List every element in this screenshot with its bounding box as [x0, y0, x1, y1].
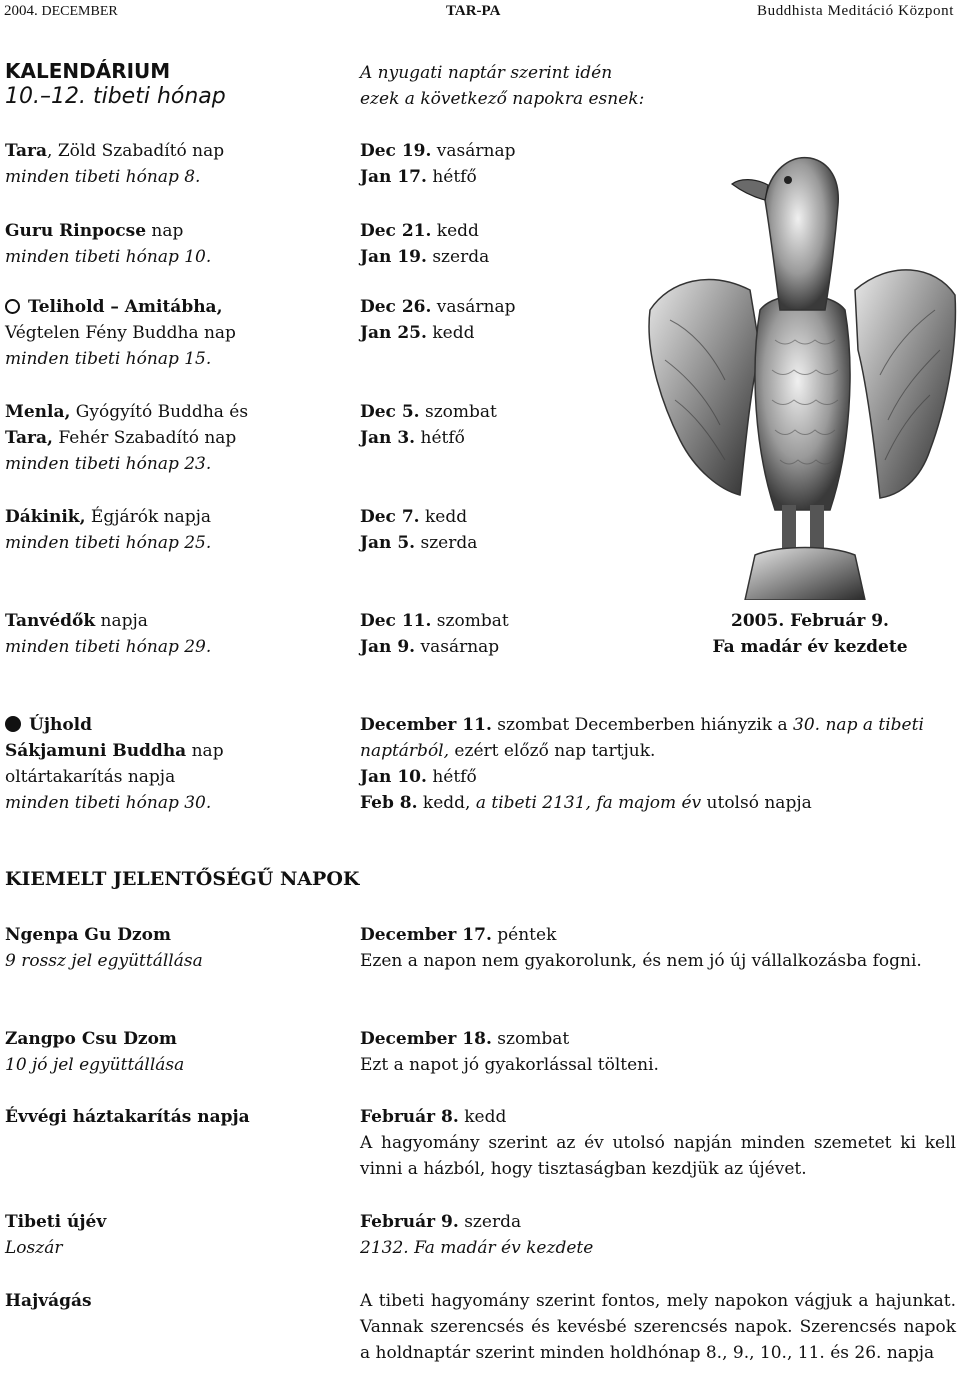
guru-desc: nap [146, 221, 184, 241]
tara-white-desc: Fehér Szabadító nap [52, 428, 237, 448]
date-dec26-day: Dec 26. [360, 297, 432, 317]
date-jan9-day: Jan 9. [360, 637, 416, 657]
date-feb8-day: Feb 8. [360, 793, 418, 813]
date-dec21-day: Dec 21. [360, 221, 432, 241]
sakjamuni-name: Sákjamuni Buddha [5, 741, 187, 761]
date-jan19-weekday: szerda [426, 247, 490, 267]
date-dec5 [360, 399, 497, 425]
evvegi-date [360, 1104, 506, 1130]
zangpo-sub: 10 jó jel együttállása [5, 1055, 185, 1075]
date-december11 [360, 712, 924, 738]
menla-desc: Gyógyító Buddha és [70, 402, 249, 422]
guru-date: minden tibeti hónap 10. [5, 247, 212, 267]
ujev-sub: Loszár [5, 1238, 63, 1258]
hajvagas-text: A tibeti hagyomány szerint fontos, mely napokon vágjuk a hajunkat. Vannak szerencsés és kevésbé szerencsés napok. Szerencsés napok a holdnaptár szerint minden holdhónap 8., 9., 10., 11. és 26. napja [360, 1291, 956, 1363]
zangpo-text: Ezt a napot jó gyakorlással tölteni. [360, 1055, 659, 1075]
section-heading: KIEMELT JELENTŐSÉGŰ NAPOK [5, 868, 360, 890]
ujev-date-weekday: szerda [458, 1212, 522, 1232]
zangpo-date [360, 1026, 569, 1052]
ujhold [5, 712, 92, 738]
evvegi-name: Évvégi háztakarítás napja [5, 1107, 250, 1127]
newyear-title: Fa madár év kezdete [712, 637, 908, 657]
date-dec11 [360, 608, 509, 634]
date-jan10 [360, 764, 477, 790]
evvegi-text: A hagyomány szerint az év utolsó napján minden szemetet ki kell vinni a házból, hogy tisztaságban kezdjük az újévet. [360, 1133, 956, 1179]
new-moon-icon [5, 716, 21, 732]
intro-line2: ezek a következő napokra esnek: [360, 89, 645, 109]
menla [5, 399, 248, 425]
date-dec5-weekday: szombat [419, 402, 497, 422]
date-jan9 [360, 634, 499, 660]
guru-name: Guru Rinpocse [5, 221, 147, 241]
zangpo-date-weekday: szombat [491, 1029, 570, 1049]
ujev-name: Tibeti újév [5, 1212, 107, 1232]
date-dec19-day: Dec 19. [360, 141, 432, 161]
sakjamuni-desc: nap [186, 741, 224, 761]
date-jan3 [360, 425, 465, 451]
header-year: 2004. [4, 3, 38, 19]
date-dec7 [360, 504, 467, 530]
ngenpa-date-weekday: péntek [491, 925, 557, 945]
telihold [5, 294, 223, 320]
date-dec26 [360, 294, 516, 320]
full-moon-icon [5, 299, 20, 314]
header-center: TAR-PA [446, 3, 501, 19]
header-right: Buddhista Meditáció Központ [756, 3, 954, 19]
ujev-date [360, 1209, 521, 1235]
date-december11-cont [360, 738, 655, 764]
telihold-date: minden tibeti hónap 15. [5, 349, 212, 369]
guru-rinpocse [5, 218, 183, 244]
date-jan5-day: Jan 5. [360, 533, 416, 553]
date-dec21 [360, 218, 479, 244]
tara-green-date: minden tibeti hónap 8. [5, 167, 201, 187]
date-jan10-day: Jan 10. [360, 767, 427, 787]
ngenpa-text: Ezen a napon nem gyakorolunk, és nem jó új vállalkozásba fogni. [360, 951, 922, 971]
ujev-date-day: Február 9. [360, 1212, 459, 1232]
newyear-date: 2005. Február 9. [731, 611, 889, 631]
date-feb8-end: utolsó napja [701, 793, 812, 813]
dakinik [5, 504, 211, 530]
dakinik-name: Dákinik, [5, 507, 86, 527]
tanvedok-name: Tanvédők [5, 611, 96, 631]
date-jan17-weekday: hétfő [426, 167, 477, 187]
date-jan25 [360, 320, 474, 346]
date-dec11-day: Dec 11. [360, 611, 432, 631]
tanvedok-date: minden tibeti hónap 29. [5, 637, 212, 657]
tara-green-name: Tara [5, 141, 48, 161]
ngenpa-sub: 9 rossz jel együttállása [5, 951, 203, 971]
tara-white-name: Tara, [5, 428, 53, 448]
dakinik-desc: Égjárók napja [85, 507, 212, 527]
telihold-name: Telihold – Amitábha, [28, 297, 223, 317]
ujhold-name: Újhold [29, 715, 93, 735]
tanvedok [5, 608, 148, 634]
telihold-desc: Végtelen Fény Buddha nap [5, 323, 236, 343]
sakjamuni [5, 738, 224, 764]
dakinik-date: minden tibeti hónap 25. [5, 533, 212, 553]
menla-name: Menla, [5, 402, 71, 422]
evvegi-date-day: Február 8. [360, 1107, 459, 1127]
naptarbol: naptárból, [360, 741, 450, 761]
date-dec26-weekday: vasárnap [431, 297, 516, 317]
ngenpa-date-day: December 17. [360, 925, 492, 945]
date-december11-note: szombat Decemberben hiányzik a [491, 715, 794, 735]
date-dec11-weekday: szombat [431, 611, 509, 631]
date-dec5-day: Dec 5. [360, 402, 420, 422]
date-jan19-day: Jan 19. [360, 247, 427, 267]
header-month: DECEMBER [41, 4, 118, 19]
date-jan3-weekday: hétfő [415, 428, 465, 448]
ngenpa-name: Ngenpa Gu Dzom [5, 925, 171, 945]
date-jan3-day: Jan 3. [360, 428, 416, 448]
date-jan25-weekday: kedd [426, 323, 475, 343]
date-jan5 [360, 530, 477, 556]
ngenpa-date [360, 922, 556, 948]
intro-line1: A nyugati naptár szerint idén [360, 63, 613, 83]
page-subtitle: 10.–12. tibeti hónap [5, 84, 226, 109]
date-dec21-weekday: kedd [431, 221, 479, 241]
page-title: KALENDÁRIUM [5, 59, 171, 83]
tanvedok-desc: napja [95, 611, 148, 631]
date-feb8 [360, 790, 812, 816]
date-jan17 [360, 164, 477, 190]
eagle-statue-image [640, 150, 960, 600]
zangpo-date-day: December 18. [360, 1029, 492, 1049]
date-december11-day: December 11. [360, 715, 492, 735]
date-feb8-weekday: kedd, [417, 793, 476, 813]
menla-date: minden tibeti hónap 23. [5, 454, 212, 474]
hajvagas-name: Hajvágás [5, 1291, 92, 1311]
date-feb8-italic: a tibeti 2131, fa majom év [475, 793, 702, 813]
elozo-nap: ezért előző nap tartjuk. [449, 741, 656, 761]
tara-green-desc: , Zöld Szabadító nap [47, 141, 225, 161]
date-jan10-weekday: hétfő [426, 767, 477, 787]
date-dec7-day: Dec 7. [360, 507, 420, 527]
ujev-text: 2132. Fa madár év kezdete [360, 1238, 594, 1258]
date-dec19-weekday: vasárnap [431, 141, 516, 161]
date-december11-note-italic: 30. nap a tibeti [793, 715, 924, 735]
date-jan17-day: Jan 17. [360, 167, 427, 187]
date-jan5-weekday: szerda [415, 533, 478, 553]
zangpo-name: Zangpo Csu Dzom [5, 1029, 177, 1049]
tara-green [5, 138, 224, 164]
evvegi-date-weekday: kedd [458, 1107, 507, 1127]
date-jan25-day: Jan 25. [360, 323, 427, 343]
date-jan9-weekday: vasárnap [415, 637, 500, 657]
date-dec7-weekday: kedd [419, 507, 468, 527]
tara-white [5, 425, 236, 451]
header-date [4, 3, 118, 20]
oltartakaritas: oltártakarítás napja [5, 767, 176, 787]
ujhold-date: minden tibeti hónap 30. [5, 793, 212, 813]
date-jan19 [360, 244, 489, 270]
date-dec19 [360, 138, 516, 164]
